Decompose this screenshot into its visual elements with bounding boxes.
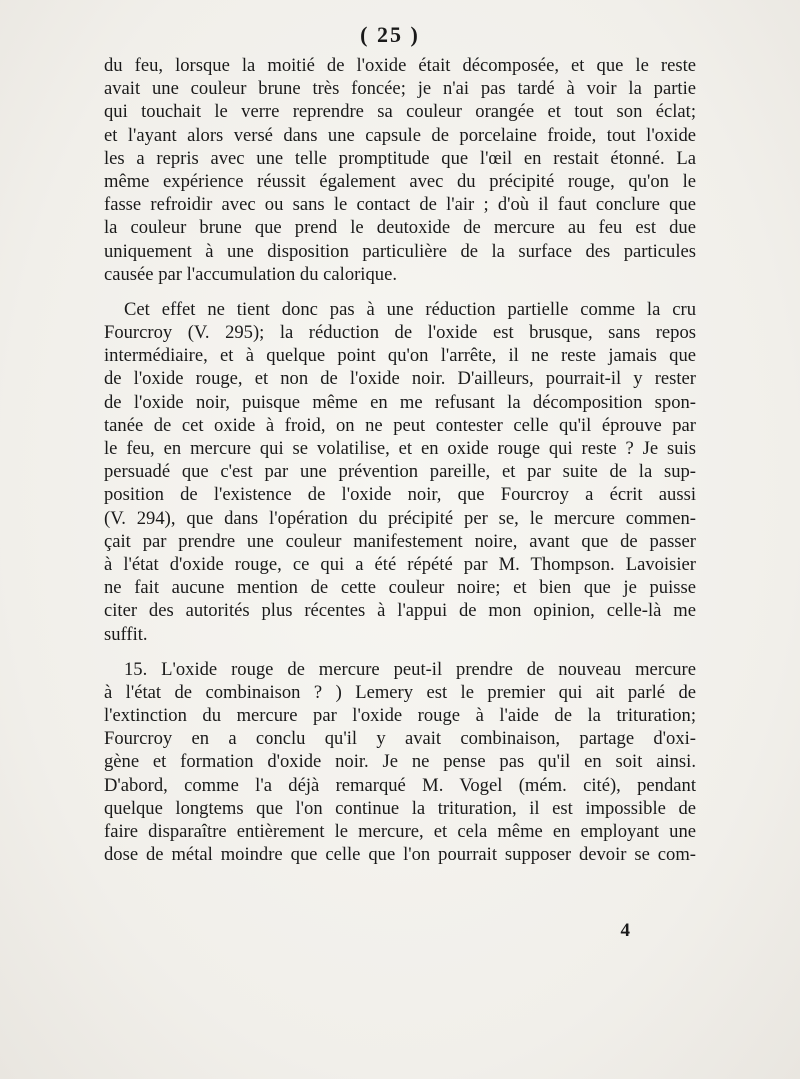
text-line: (V. 294), que dans l'opération du précipité per se, le mercure commen- (104, 507, 696, 529)
text-line: à l'état d'oxide rouge, ce qui a été répété par M. Thompson. Lavoisier (104, 553, 696, 575)
text-line: la couleur brune que prend le deutoxide de mercure au feu est due (104, 217, 696, 239)
text-line: citer des autorités plus récentes à l'appui de mon opinion, celle-là me (104, 600, 696, 622)
text-line: et l'ayant alors versé dans une capsule de porcelaine froide, tout l'oxide (104, 124, 696, 146)
text-line: çait par prendre une couleur manifestement noire, avant que de passer (104, 530, 696, 552)
text-line: Fourcroy (V. 295); la réduction de l'oxide est brusque, sans repos (104, 322, 696, 344)
text-line: causée par l'accumulation du calorique. (104, 263, 397, 285)
text-line: même expérience réussit également avec du précipité rouge, qu'on le (104, 170, 696, 192)
text-line: l'extinction du mercure par l'oxide rouge à l'aide de la trituration; (104, 705, 696, 727)
text-line: faire disparaître entièrement le mercure, et cela même en employant une (104, 821, 696, 842)
paragraph-gap (104, 286, 696, 298)
text-line: qui touchait le verre reprendre sa couleur orangée et tout son éclat; (104, 101, 696, 123)
text-line: D'abord, comme l'a déjà remarqué M. Vogel (mém. cité), pendant (104, 774, 696, 796)
paragraph-3 (104, 658, 696, 867)
text-line: position de l'existence de l'oxide noir, que Fourcroy a écrit aussi (104, 484, 696, 506)
text-line: à l'état de combinaison ? ) Lemery est le premier qui ait parlé de (104, 681, 696, 703)
text-line: quelque longtems que l'on continue la trituration, il est impossible de (104, 797, 696, 819)
text-line: le feu, en mercure qui se volatilise, et en oxide rouge qui reste ? Je suis (104, 438, 696, 459)
text-line: fasse refroidir avec ou sans le contact de l'air ; d'où il faut conclure que (104, 194, 696, 216)
text-line: du feu, lorsque la moitié de l'oxide était décomposée, et que le reste (104, 55, 696, 76)
text-line: Cet effet ne tient donc pas à une réduction partielle comme la cru (124, 298, 696, 320)
text-line: dose de métal moindre que celle que l'on pourrait supposer devoir se com- (104, 844, 696, 866)
body-text (104, 54, 696, 866)
text-line: Fourcroy en a conclu qu'il y avait combinaison, partage d'oxi- (104, 728, 696, 750)
text-line: intermédiaire, et à quelque point qu'on l'arrête, il ne reste jamais que (104, 345, 696, 367)
text-line: de l'oxide rouge, et non de l'oxide noir. D'ailleurs, pourrait-il y rester (104, 368, 696, 390)
signature-mark: 4 (620, 920, 630, 941)
text-line: 15. L'oxide rouge de mercure peut-il prendre de nouveau mercure (124, 658, 696, 680)
text-line: persuadé que c'est par une prévention pareille, et par suite de la sup- (104, 461, 696, 483)
text-line: avait une couleur brune très foncée; je n'ai pas tardé à voir la partie (104, 78, 696, 100)
text-line: suffit. (104, 623, 148, 645)
text-line: gène et formation d'oxide noir. Je ne pense pas qu'il en soit ainsi. (104, 751, 696, 773)
page-number: ( 25 ) (360, 22, 420, 47)
text-line: de l'oxide noir, puisque même en me refusant la décomposition spon- (104, 391, 696, 413)
text-line: uniquement à une disposition particulière de la surface des particules (104, 240, 696, 262)
paragraph-gap (104, 646, 696, 658)
text-line: les a repris avec une telle promptitude que l'œil en restait étonné. La (104, 147, 696, 169)
text-line: ne fait aucune mention de cette couleur noire; et bien que je puisse (104, 577, 696, 599)
paragraph-1 (104, 54, 696, 286)
text-line: tanée de cet oxide à froid, on ne peut contester celle qu'il éprouve par (104, 414, 696, 436)
paragraph-2 (104, 298, 696, 646)
